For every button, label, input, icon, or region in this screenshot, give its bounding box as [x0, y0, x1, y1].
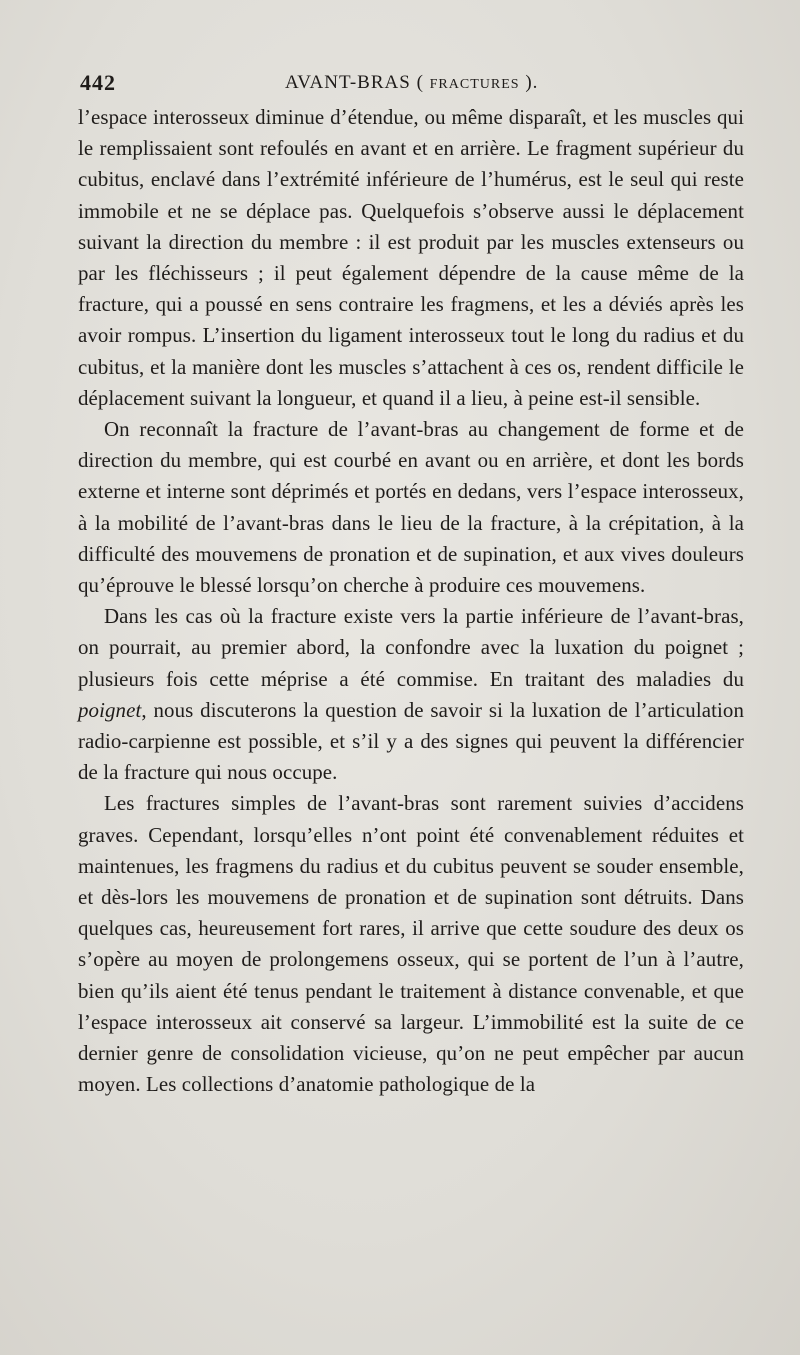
paragraph-3-text-after: , nous discuterons la question de savoir si la luxation de l’articulation radio-carpienne est possible, et s’il y a des signes qui peuvent la différencier de la fracture qui nous occupe. — [78, 697, 744, 785]
page-header — [80, 70, 745, 100]
running-title-subtitle: FRACTURES — [429, 77, 520, 92]
paragraph-2-text: On reconnaît la fracture de l’avant-bras au changement de forme et de direction du membre, qui est courbé en avant ou en arrière, et dont les bords externe et interne sont déprimés et portés en dedans, vers l’espace interosseux, à la mobilité de l’avant-bras dans le lieu de la fracture, à la crépitation, à la difficulté des mouvemens de pronation et de supination, et aux vives douleurs qu’éprouve le blessé lorsqu’on cherche à produire ces mouvemens. — [78, 417, 744, 598]
running-title-main: AVANT-BRAS — [285, 72, 411, 93]
paragraph-3-text-before: Dans les cas où la fracture existe vers la partie inférieure de l’avant-bras, on pourrait, au premier abord, la confondre avec la luxation du poignet ; plusieurs fois cette méprise a été commise. En traitant des maladies du — [78, 604, 744, 691]
running-title — [285, 72, 538, 94]
paragraph-4 — [78, 788, 744, 1100]
paragraph-2 — [78, 414, 744, 601]
body-text — [78, 102, 744, 1101]
paragraph-1-text: l’espace interosseux diminue d’étendue, ou même disparaît, et les muscles qui le remplissaient sont refoulés en avant et en arrière. Le fragment supérieur du cubitus, enclavé dans l’extrémité inférieure de l’humérus, est le seul qui reste immobile et ne se déplace pas. Quelquefois s’observe aussi le déplacement suivant la direction du membre : il est produit par les muscles extenseurs ou par les fléchisseurs ; il peut également dépendre de la cause même de la fracture, qui a poussé en sens contraire les fragmens, et les a déviés après les avoir rompus. L’insertion du ligament interosseux tout le long du radius et du cubitus, et la manière dont les muscles s’attachent à ces os, rendent difficile le déplacement suivant la longueur, et quand il a lieu, à peine est-il sensible. — [78, 105, 744, 410]
paragraph-3-italic-word: poignet — [78, 697, 142, 722]
paragraph-3 — [78, 601, 744, 788]
paragraph-4-text: Les fractures simples de l’avant-bras sont rarement suivies d’accidens graves. Cependant, lorsqu’elles n’ont point été convenablement réduites et maintenues, les fragmens du radius et du cubitus peuvent se souder ensemble, et dès-lors les mouvemens de pronation et de supination sont détruits. Dans quelques cas, heureusement fort rares, il arrive que cette soudure des deux os s’opère au moyen de prolongemens osseux, qui se portent de l’un à l’autre, bien qu’ils aient été tenus pendant le traitement à distance convenable, et que l’espace interosseux ait conservé sa largeur. L’immobilité est la suite de ce dernier genre de consolidation vicieuse, qu’on ne peut empêcher par aucun moyen. Les collections d’anatomie pathologique de la — [78, 791, 744, 1097]
running-title-open-paren: ( — [410, 72, 430, 93]
running-title-close-paren: ). — [519, 72, 539, 93]
page-number: 442 — [80, 70, 116, 95]
paragraph-1 — [78, 102, 744, 414]
